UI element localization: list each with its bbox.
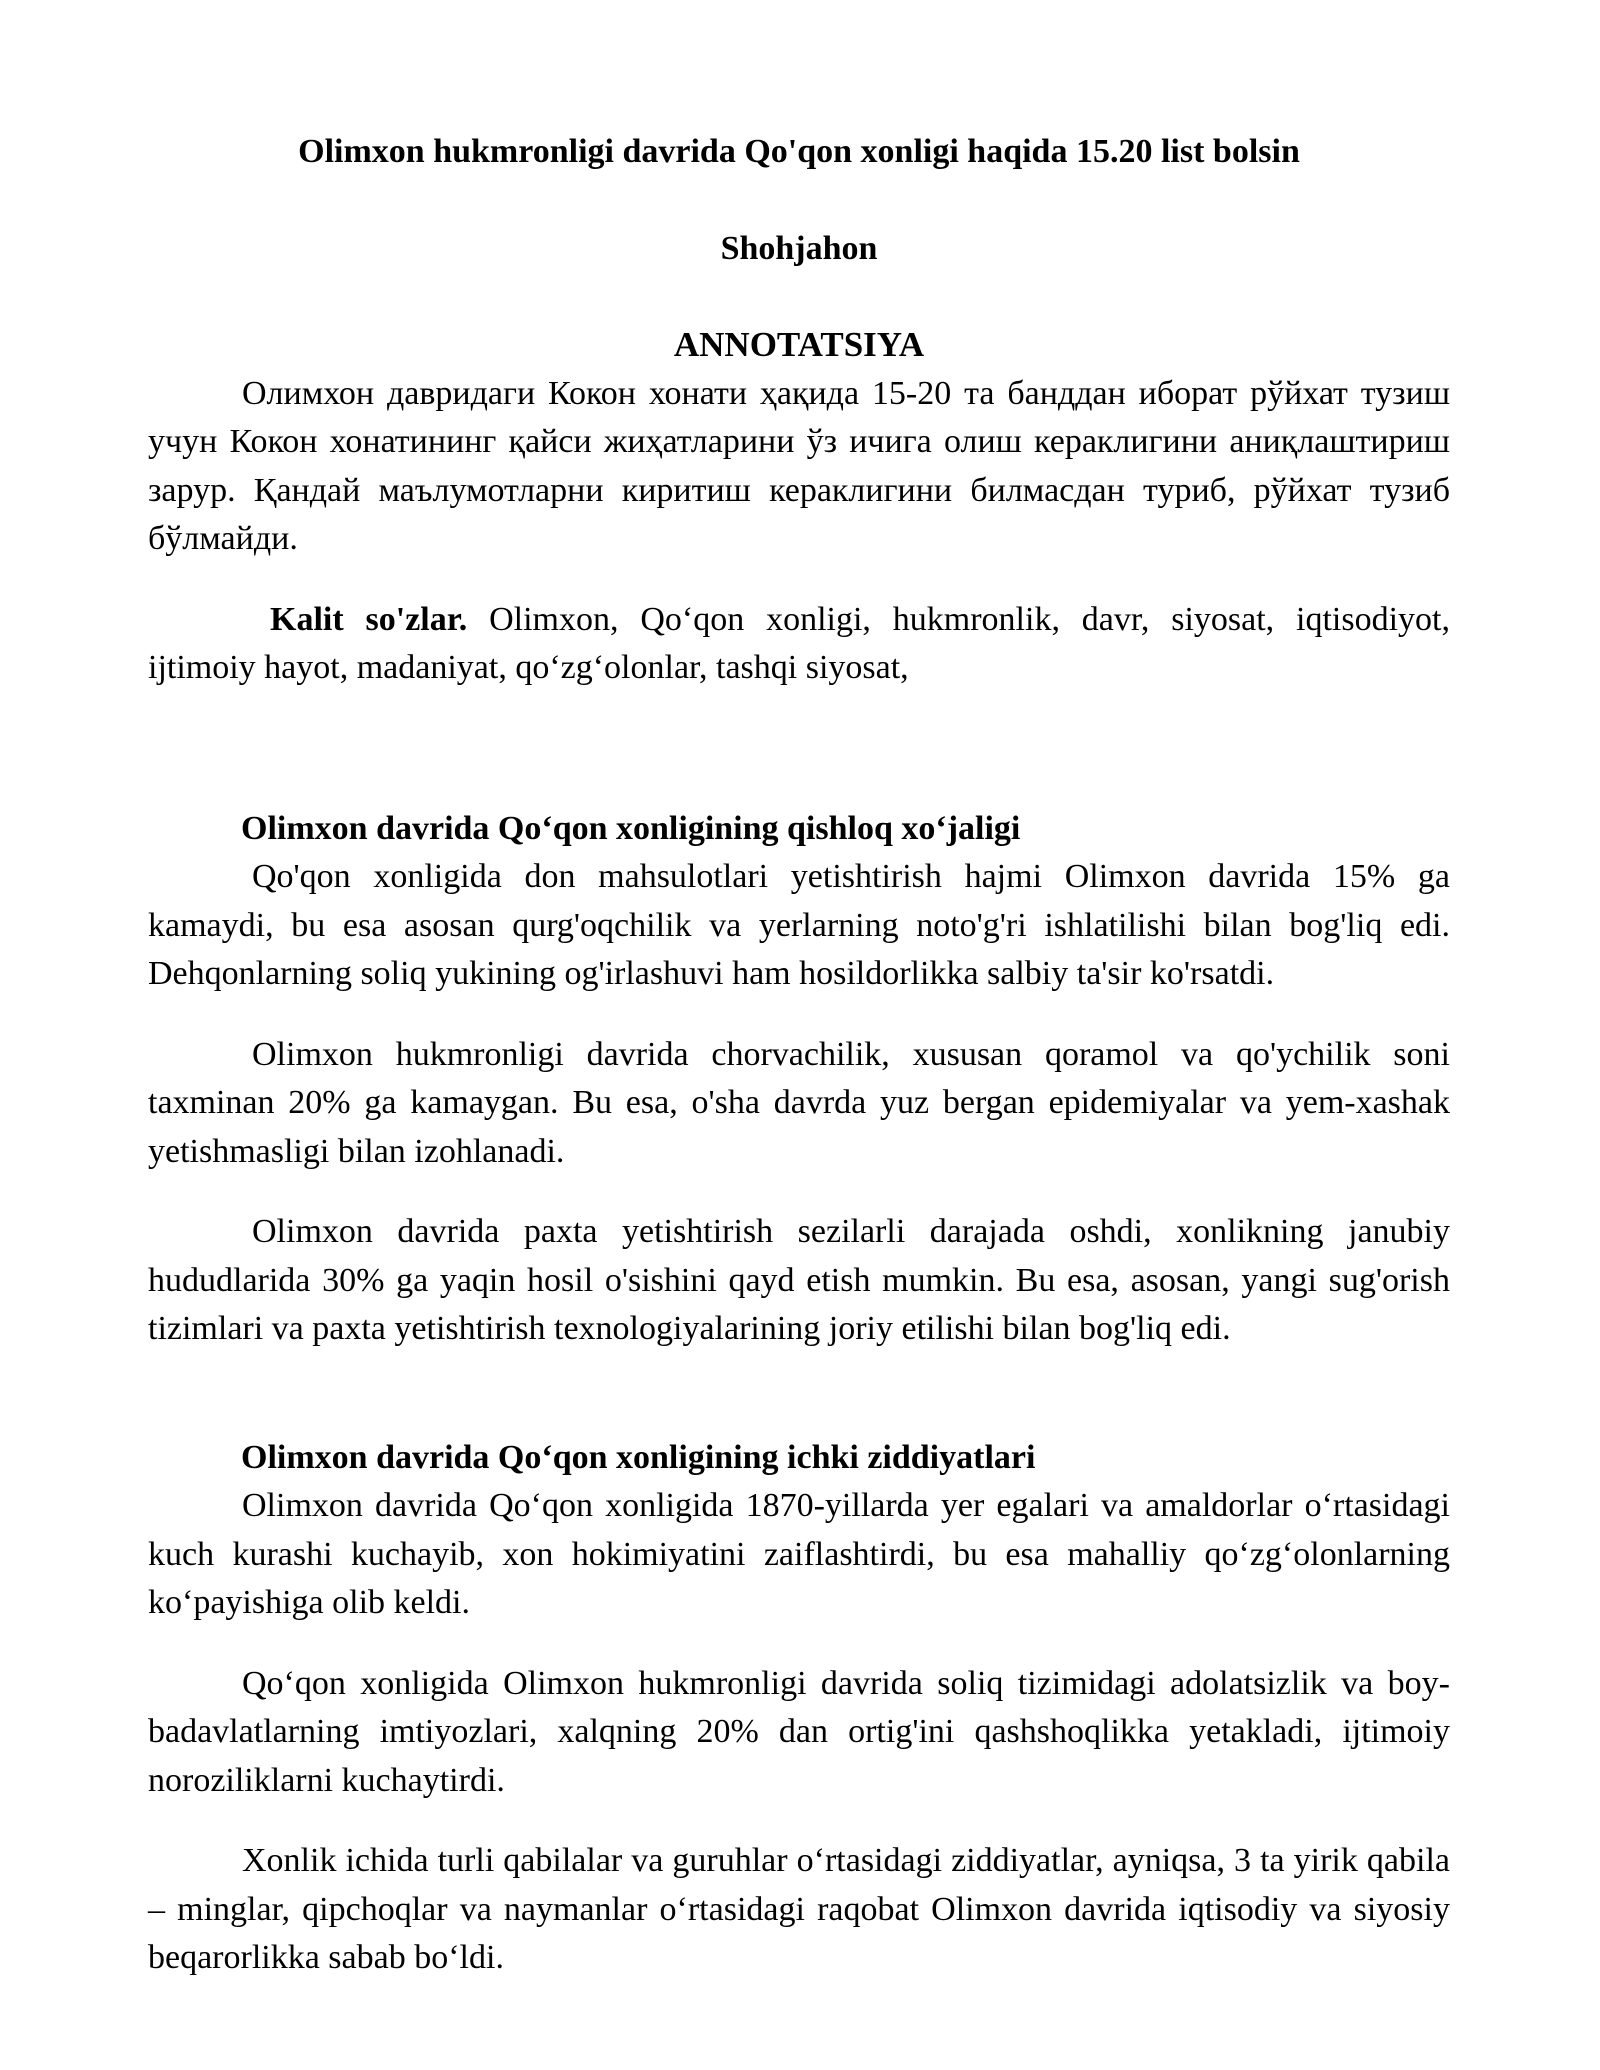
document-title: Olimxon hukmronligi davrida Qo'qon xonligi haqida 15.20 list bolsin bbox=[298, 133, 1300, 170]
keywords-paragraph bbox=[148, 596, 1450, 693]
document-body bbox=[148, 128, 1450, 1983]
annotation-text: Олимхон давридаги Кокон хонати ҳақида 15-20 та банддан иборат рўйхат тузиш учун Кокон хонатининг қайси жиҳатларини ўз ичига олиш кераклигини аниқлаштириш зарур. Қандай маълумотларни киритиш кераклигини билмасдан туриб, рўйхат тузиб бўлмайди. bbox=[148, 374, 1450, 557]
section-paragraph: Olimxon davrida Qo‘qon xonligida 1870-yillarda yer egalari va amaldorlar o‘rtasidagi kuch kurashi kuchayib, xon hokimiyatini zaiflashtirdi, bu esa mahalliy qo‘zg‘olonlarning ko‘payishiga olib keldi. bbox=[148, 1487, 1450, 1621]
keywords-label: Kalit so'zlar. bbox=[270, 600, 468, 638]
section-paragraph: Qo'qon xonligida don mahsulotlari yetishtirish hajmi Olimxon davrida 15% ga kamaydi, bu esa asosan qurg'oqchilik va yerlarning noto'g'ri ishlatilishi bilan bog'liq edi. Dehqonlarning soliq yukining og'irlashuvi ham hosildorlikka salbiy ta'sir ko'rsatdi. bbox=[148, 858, 1450, 992]
section-paragraph: Xonlik ichida turli qabilalar va guruhlar o‘rtasidagi ziddiyatlar, ayniqsa, 3 ta yirik qabila – minglar, qipchoqlar va naymanlar o‘rtasidagi raqobat Olimxon davrida iqtisodiy va siyosiy beqarorlikka sabab bo‘ldi. bbox=[148, 1842, 1450, 1976]
section-paragraph: Qo‘qon xonligida Olimxon hukmronligi davrida soliq tizimidagi adolatsizlik va boy-badavlatlarning imtiyozlari, xalqning 20% dan ortig'ini qashshoqlikka yetakladi, ijtimoiy noroziliklarni kuchaytirdi. bbox=[148, 1664, 1450, 1799]
section-paragraph: Olimxon davrida paxta yetishtirish sezilarli darajada oshdi, xonlikning janubiy hududlarida 30% ga yaqin hosil o'sishini qayd etish mumkin. Bu esa, asosan, yangi sug'orish tizimlari va paxta yetishtirish texnologiyalarining joriy etilishi bilan bog'liq edi. bbox=[148, 1213, 1450, 1347]
document-author: Shohjahon bbox=[720, 229, 878, 267]
keywords-text: Olimxon, Qo‘qon xonligi, hukmronlik, davr, siyosat, iqtisodiyot, ijtimoiy hayot, madaniyat, qo‘zg‘olonlar, tashqi siyosat, bbox=[148, 600, 1450, 686]
section-title-internal-conflicts: Olimxon davrida Qo‘qon xonligining ichki ziddiyatlari bbox=[241, 1438, 1036, 1476]
section-paragraph: Olimxon hukmronligi davrida chorvachilik, xususan qoramol va qo'ychilik soni taxminan 20% ga kamaygan. Bu esa, o'sha davrda yuz bergan epidemiyalar va yem-xashak yetishmasligi bilan izohlanadi. bbox=[148, 1035, 1450, 1170]
section-title-agriculture: Olimxon davrida Qo‘qon xonligining qishloq xo‘jaligi bbox=[241, 809, 1021, 847]
annotation-heading: ANNOTATSIYA bbox=[673, 325, 925, 364]
